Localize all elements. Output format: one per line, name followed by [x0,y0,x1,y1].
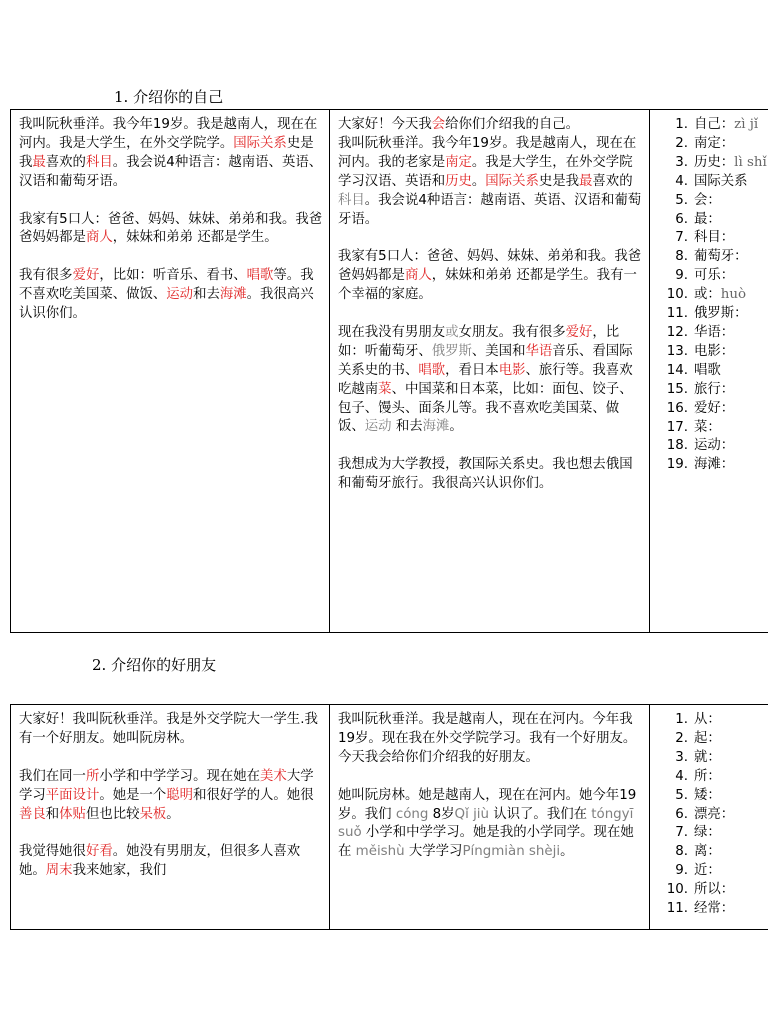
vocab-term [694,135,768,154]
highlighted-word: 商人 [404,268,432,284]
vocab-word: 葡萄牙： [694,249,748,265]
vocab-number: 9. [675,863,688,879]
vocab-item [658,824,768,843]
self-intro-table [10,109,768,633]
vocab-item [658,806,768,825]
vocab-word: 可乐： [694,268,735,284]
highlighted-word: 菜 [378,381,392,397]
vocab-number: 1. [675,117,688,132]
vocab-number: 7. [675,825,688,841]
vocab-number: 14. [666,362,688,378]
vocab-term [694,787,768,806]
highlighted-word: 历史 [445,173,472,189]
friend-intro-revised-cell[interactable] [330,705,650,930]
vocab-item [658,862,768,881]
vocab-word: 经常： [694,901,735,917]
vocab-word: 科目： [694,230,735,246]
vocab-item [658,154,768,173]
vocab-term [694,192,768,211]
vocab-number: 15. [666,381,688,397]
highlighted-word: 最 [32,154,46,170]
highlighted-word: 善良 [19,806,46,822]
text-run: 。 [166,806,180,822]
grey-word: 俄罗斯 [431,343,472,359]
highlighted-word: 平面设计 [45,787,100,803]
text-run: 小学和中学学习。她是我的小学同学。现在她在 [338,825,634,860]
vocab-number: 3. [675,749,688,765]
paragraph [19,211,323,249]
vocab-word: 近： [694,863,721,879]
vocab-term [694,267,768,286]
vocab-item [658,286,768,305]
vocab-item [658,730,768,749]
vocab-term [694,381,768,400]
text-run: 大学学习 [404,844,463,860]
vocab-word: 旅行： [694,381,735,397]
highlighted-word: 呆板 [139,806,167,822]
vocab-number: 7. [675,230,688,246]
grey-word: 或 [445,324,459,340]
text-run: 我有很多 [19,268,73,284]
vocab-number: 17. [666,419,688,435]
vocab-item [658,419,768,438]
text-run: 我们在同一 [19,768,86,784]
vocab-item [658,305,768,324]
vocab-list [658,711,768,919]
vocab-term [694,711,768,730]
vocab-item [658,787,768,806]
vocab-item [658,362,768,381]
text-run: 。 [471,173,486,189]
grey-word: tóngyī suǒ [338,806,634,841]
text-run: ，比如：听音乐、看书、 [99,268,247,284]
vocab-term [694,305,768,324]
vocab-term [694,806,768,825]
text-run: 和去 [391,419,423,435]
highlighted-word: 好看 [85,844,113,860]
vocab-list-cell[interactable] [650,705,768,930]
text-run: 我家有5口人：爸爸、妈妈、妹妹、弟弟和我。我爸爸妈妈都是 [338,249,642,284]
vocab-number: 18. [666,438,688,454]
vocab-term [694,362,768,381]
paragraph [19,711,323,749]
text-run: 。我很高兴认识你们。 [19,287,314,322]
text-run: 。她是一个 [99,787,167,803]
text-run: 小学和中学学习。现在她在 [99,768,261,784]
paragraph [19,843,323,881]
vocab-number: 4. [675,173,688,189]
vocab-item [658,456,768,475]
vocab-word: 南定： [694,135,735,151]
vocab-item [658,267,768,286]
highlighted-word: 华语 [525,343,553,359]
vocab-term [694,881,768,900]
paragraph [338,248,643,305]
vocab-number: 1. [675,712,688,727]
vocab-word: 会： [694,192,721,208]
vocab-word: 华语： [694,324,735,340]
vocab-number: 2. [675,135,688,151]
vocab-word: 矮： [694,787,721,803]
highlighted-word: 南定 [445,154,472,170]
text-run: 、中国菜和日本菜，比如：面包、饺子、包子、馒头、面条儿等。我不喜欢吃美国菜、做饭、 [338,381,633,435]
vocab-item [658,229,768,248]
text-run: ，妹妹和弟弟 还都是学生。我有一个幸福的家庭。 [338,268,637,303]
highlighted-word: 运动 [166,287,194,303]
text-run: 。她没有男朋友，但很多人喜欢她。 [19,844,301,879]
text-run: 认识了。我们在 [489,806,592,822]
paragraph [338,787,643,863]
vocab-term [694,173,768,192]
vocab-word: 起： [694,730,721,746]
vocab-number: 12. [666,324,688,340]
vocab-word: 电影： [694,343,735,359]
text-run: 音乐、看国际关系史的书、 [338,343,633,378]
highlighted-word: 聪明 [166,787,194,803]
vocab-word: 菜： [694,419,721,435]
highlighted-word: 体贴 [59,806,86,822]
text-run: 大家好！今天我 [338,117,432,132]
grey-word: 运动 [364,419,392,435]
grey-word: měishù [355,844,405,860]
paragraph [19,116,323,192]
text-run: 但也比较 [85,806,140,822]
vocab-item [658,324,768,343]
vocab-number: 9. [675,268,688,284]
highlighted-word: 国际关系 [485,173,539,189]
vocab-term [694,862,768,881]
vocab-term [694,437,768,456]
vocab-term [694,900,768,919]
vocab-term [694,116,768,135]
text-run: 给你们介绍我的自己。 [445,117,580,132]
vocab-number: 6. [675,806,688,822]
vocab-word: 运动： [694,438,735,454]
text-run: 和很好学的人。她很 [193,787,314,803]
paragraph [338,324,643,437]
text-run: 、旅行等。我喜欢吃越南 [338,362,633,397]
paragraph [338,456,643,494]
text-run: 8岁 [428,806,455,822]
vocab-item [658,192,768,211]
vocab-number: 5. [675,192,688,208]
vocab-list [658,116,768,475]
vocab-item [658,343,768,362]
vocab-term [694,456,768,475]
text-run: 女朋友。我有很多 [458,324,566,340]
vocab-item [658,768,768,787]
highlighted-word: 周末 [45,863,73,879]
vocab-term [694,400,768,419]
text-run: 大学学习 [19,768,314,803]
vocab-word: 所以： [694,882,735,898]
text-run: 和 [45,806,60,822]
text-run: 史是我 [538,173,580,189]
grey-word: 海滩 [422,419,450,435]
vocab-number: 13. [666,343,688,359]
vocab-number: 11. [666,306,688,322]
vocab-term [694,324,768,343]
vocab-word: 最： [694,211,721,227]
vocab-term [694,419,768,438]
friend-intro-draft-cell[interactable] [11,705,330,930]
text-run: 。我是大学生，在外交学院学习汉语、英语和 [338,154,633,189]
text-run: 我想成为大学教授，教国际关系史。我也想去俄国和葡萄牙旅行。我很高兴认识你们。 [338,457,633,492]
paragraph [338,116,643,229]
section-1-heading: 1. 介绍你的自己 [114,88,224,106]
vocab-word: 海滩： [694,457,735,473]
section-2-heading: 2. 介绍你的好朋友 [92,656,217,674]
highlighted-word: 电影 [498,362,526,378]
text-run: 我叫阮秋垂洋。我是越南人，现在在河内。今年我19岁。现在我在外交学院学习。我有一个好朋友。今天我会给你们介绍我的好朋友。 [338,712,637,765]
highlighted-word: 商人 [85,230,113,246]
vocab-word: 爱好： [694,400,735,416]
vocab-number: 2. [675,730,688,746]
vocab-item [658,400,768,419]
vocab-item [658,749,768,768]
vocab-item [658,881,768,900]
vocab-term [694,730,768,749]
highlighted-word: 唱歌 [418,362,446,378]
vocab-word: 离： [694,844,721,860]
vocab-number: 4. [675,768,688,784]
highlighted-word: 科目 [85,154,113,170]
grey-word: 科目 [338,192,365,208]
text-run: ，妹妹和弟弟 还都是学生。 [112,230,278,246]
vocab-number: 16. [666,400,688,416]
text-run: 她叫阮房林。她是越南人，现在在河内。她今年19岁。我们 [338,787,637,822]
paragraph [338,711,643,768]
vocab-item [658,135,768,154]
vocab-term [694,211,768,230]
vocab-word: 所： [694,768,721,784]
text-run: 我来她家，我们 [72,863,167,879]
vocab-term [694,286,768,305]
vocab-word: 自己： [694,117,735,132]
highlighted-word: 海滩 [219,287,247,303]
vocab-item [658,381,768,400]
text-run: 等。我不喜欢吃美国菜、做饭、 [19,268,314,303]
self-intro-revised-cell[interactable] [330,110,650,633]
vocab-number: 19. [666,457,688,473]
text-run: 、美国和 [471,343,526,359]
grey-word: cóng [395,806,429,822]
friend-intro-table [10,704,768,930]
vocab-pinyin: huò [720,287,747,303]
text-run: 。我会说4种语言：越南语、英语、汉语和葡萄牙语。 [338,192,642,227]
grey-word: Píngmiàn shèji [462,844,561,860]
vocab-item [658,437,768,456]
vocab-item [658,248,768,267]
vocab-pinyin: zì jǐ [734,117,759,132]
text-run: 喜欢的 [45,154,86,170]
vocab-item [658,116,768,135]
highlighted-word: 所 [85,768,100,784]
vocab-term [694,248,768,267]
vocab-list-cell[interactable] [650,110,768,633]
vocab-term [694,154,768,173]
vocab-item [658,211,768,230]
text-run: 我家有5口人：爸爸、妈妈、妹妹、弟弟和我。我爸爸妈妈都是 [19,211,323,246]
highlighted-word: 唱歌 [246,268,274,284]
vocab-word: 或： [694,287,721,303]
vocab-number: 5. [675,787,688,803]
vocab-word: 历史： [694,154,735,170]
self-intro-draft-cell[interactable] [11,110,330,633]
vocab-word: 漂亮： [694,806,735,822]
vocab-word: 唱歌 [694,362,721,378]
vocab-number: 10. [666,882,688,898]
highlighted-word: 美术 [260,768,287,784]
vocab-number: 10. [666,287,688,303]
grey-word: Qǐ jiù [454,806,489,822]
text-run: 。 [449,419,463,435]
vocab-item [658,843,768,862]
vocab-word: 就： [694,749,721,765]
text-run: ，比如：听葡萄牙、 [338,324,620,359]
highlighted-word: 会 [431,117,446,132]
vocab-number: 6. [675,211,688,227]
text-run: 。我会说4种语言：越南语、英语、汉语和葡萄牙语。 [19,154,323,189]
text-run: 喜欢的 [592,173,633,189]
vocab-item [658,711,768,730]
vocab-number: 8. [675,844,688,860]
text-run: 我叫阮秋垂洋。我今年19岁。我是越南人，现在在河内。我的老家是 [338,135,637,170]
text-run: 大家好！我叫阮秋垂洋。我是外交学院大一学生.我有一个好朋友。她叫阮房林。 [19,712,318,746]
text-run: 。 [560,844,574,860]
vocab-term [694,824,768,843]
text-run: 我叫阮秋垂洋。我今年19岁。我是越南人，现在在河内。我是大学生，在外交学院学。 [19,117,318,151]
vocab-word: 俄罗斯： [694,306,748,322]
paragraph [19,768,323,825]
highlighted-word: 最 [579,173,593,189]
highlighted-word: 爱好 [565,324,593,340]
text-run: 史是我 [19,135,314,170]
vocab-word: 国际关系 [694,173,748,189]
highlighted-word: 爱好 [72,268,100,284]
text-run: 和去 [193,287,220,303]
paragraph [19,267,323,324]
vocab-word: 从： [694,712,721,727]
text-run: 我觉得她很 [19,844,86,860]
vocab-term [694,229,768,248]
vocab-pinyin: lì shǐ [734,154,767,170]
vocab-item [658,173,768,192]
vocab-number: 3. [675,154,688,170]
vocab-term [694,749,768,768]
text-run: ，看日本 [445,362,499,378]
vocab-term [694,343,768,362]
vocab-item [658,900,768,919]
highlighted-word: 国际关系 [233,135,287,151]
text-run: 现在我没有男朋友 [338,324,446,340]
vocab-number: 11. [666,901,688,917]
vocab-term [694,843,768,862]
vocab-term [694,768,768,787]
vocab-number: 8. [675,249,688,265]
vocab-word: 绿： [694,825,721,841]
